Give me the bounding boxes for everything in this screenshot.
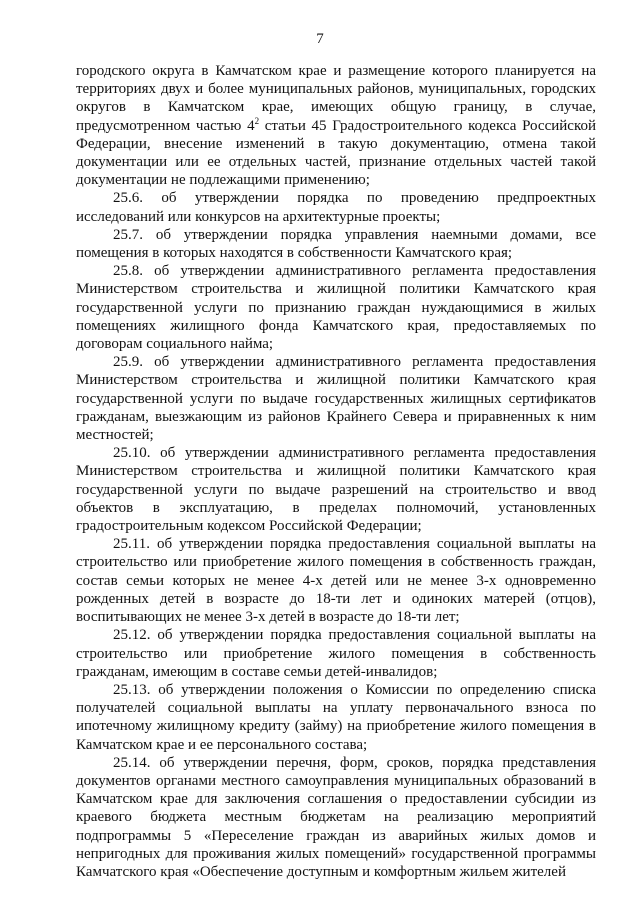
paragraph-25-14: 25.14. об утверждении перечня, форм, сроков, порядка представления документов органами местного самоуправления муниципальных образований в Камчатском крае для заключения соглашения о предоставлении субсидии из краевого бюджета местным бюджетам на реализацию мероприятий подпрограммы 5 «Переселение граждан из аварийных жилых домов и непригодных для проживания жилых помещений» государственной программы Камчатского края «Обеспечение доступным и комфортным жильем жителей	[76, 754, 596, 880]
page-number: 7	[316, 31, 324, 47]
paragraph-text-part-2: статьи 45 Градостроительного кодекса Российской Федерации, внесение изменений в такую документацию, отмена такой документации или ее отдельных частей, признание отдельных частей такой документации не подлежащими применению;	[76, 117, 596, 189]
document-body	[76, 62, 596, 881]
superscript-index: 2	[254, 115, 260, 126]
paragraph-text-part-1: городского округа в Камчатском крае и размещение которого планируется на территориях двух и более муниципальных районов, муниципальных, городских округов в Камчатском крае, имеющих общую границу, в случае, предусмотренном частью 4	[76, 63, 596, 134]
paragraph-25-8: 25.8. об утверждении административного регламента предоставления Министерством строительства и жилищной политики Камчатского края государственной услуги по признанию граждан нуждающимися в жилых помещениях жилищного фонда Камчатского края, предоставляемых по договорам социального найма;	[76, 263, 596, 353]
paragraph-25-9: 25.9. об утверждении административного регламента предоставления Министерством строительства и жилищной политики Камчатского края государственной услуги по выдаче государственных жилищных сертификатов гражданам, выезжающим из районов Крайнего Севера и приравненных к ним местностей;	[76, 354, 596, 444]
paragraph-25-7: 25.7. об утверждении порядка управления наемными домами, все помещения в которых находятся в собственности Камчатского края;	[76, 226, 596, 262]
paragraph-25-13: 25.13. об утверждении положения о Комиссии по определению списка получателей социальной выплаты на уплату первоначального взноса по ипотечному жилищному кредиту (займу) на приобретение жилого помещения в Камчатском крае и ее персонального состава;	[76, 681, 596, 753]
paragraph-25-12: 25.12. об утверждении порядка предоставления социальной выплаты на строительство или приобретение жилого помещения в собственность гражданам, имеющим в составе семьи детей-инвалидов;	[76, 627, 596, 680]
paragraph-25-10: 25.10. об утверждении административного регламента предоставления Министерством строительства и жилищной политики Камчатского края государственной услуги по выдаче разрешений на строительство и ввод объектов в эксплуатацию, в пределах полномочий, установленных градостроительным кодексом Российской Федерации;	[76, 445, 596, 535]
paragraph-continuation	[76, 62, 596, 189]
paragraph-25-11: 25.11. об утверждении порядка предоставления социальной выплаты на строительство или приобретение жилого помещения в собственность граждан, состав семьи которых не менее 4-х детей или не менее 3-х одновременно рожденных детей в возрасте до 18-ти лет и одиноких матерей (отцов), воспитывающих не менее 3-х детей в возрасте до 18-ти лет;	[76, 536, 596, 626]
paragraph-25-6: 25.6. об утверждении порядка по проведению предпроектных исследований или конкурсов на архитектурные проекты;	[76, 190, 596, 225]
